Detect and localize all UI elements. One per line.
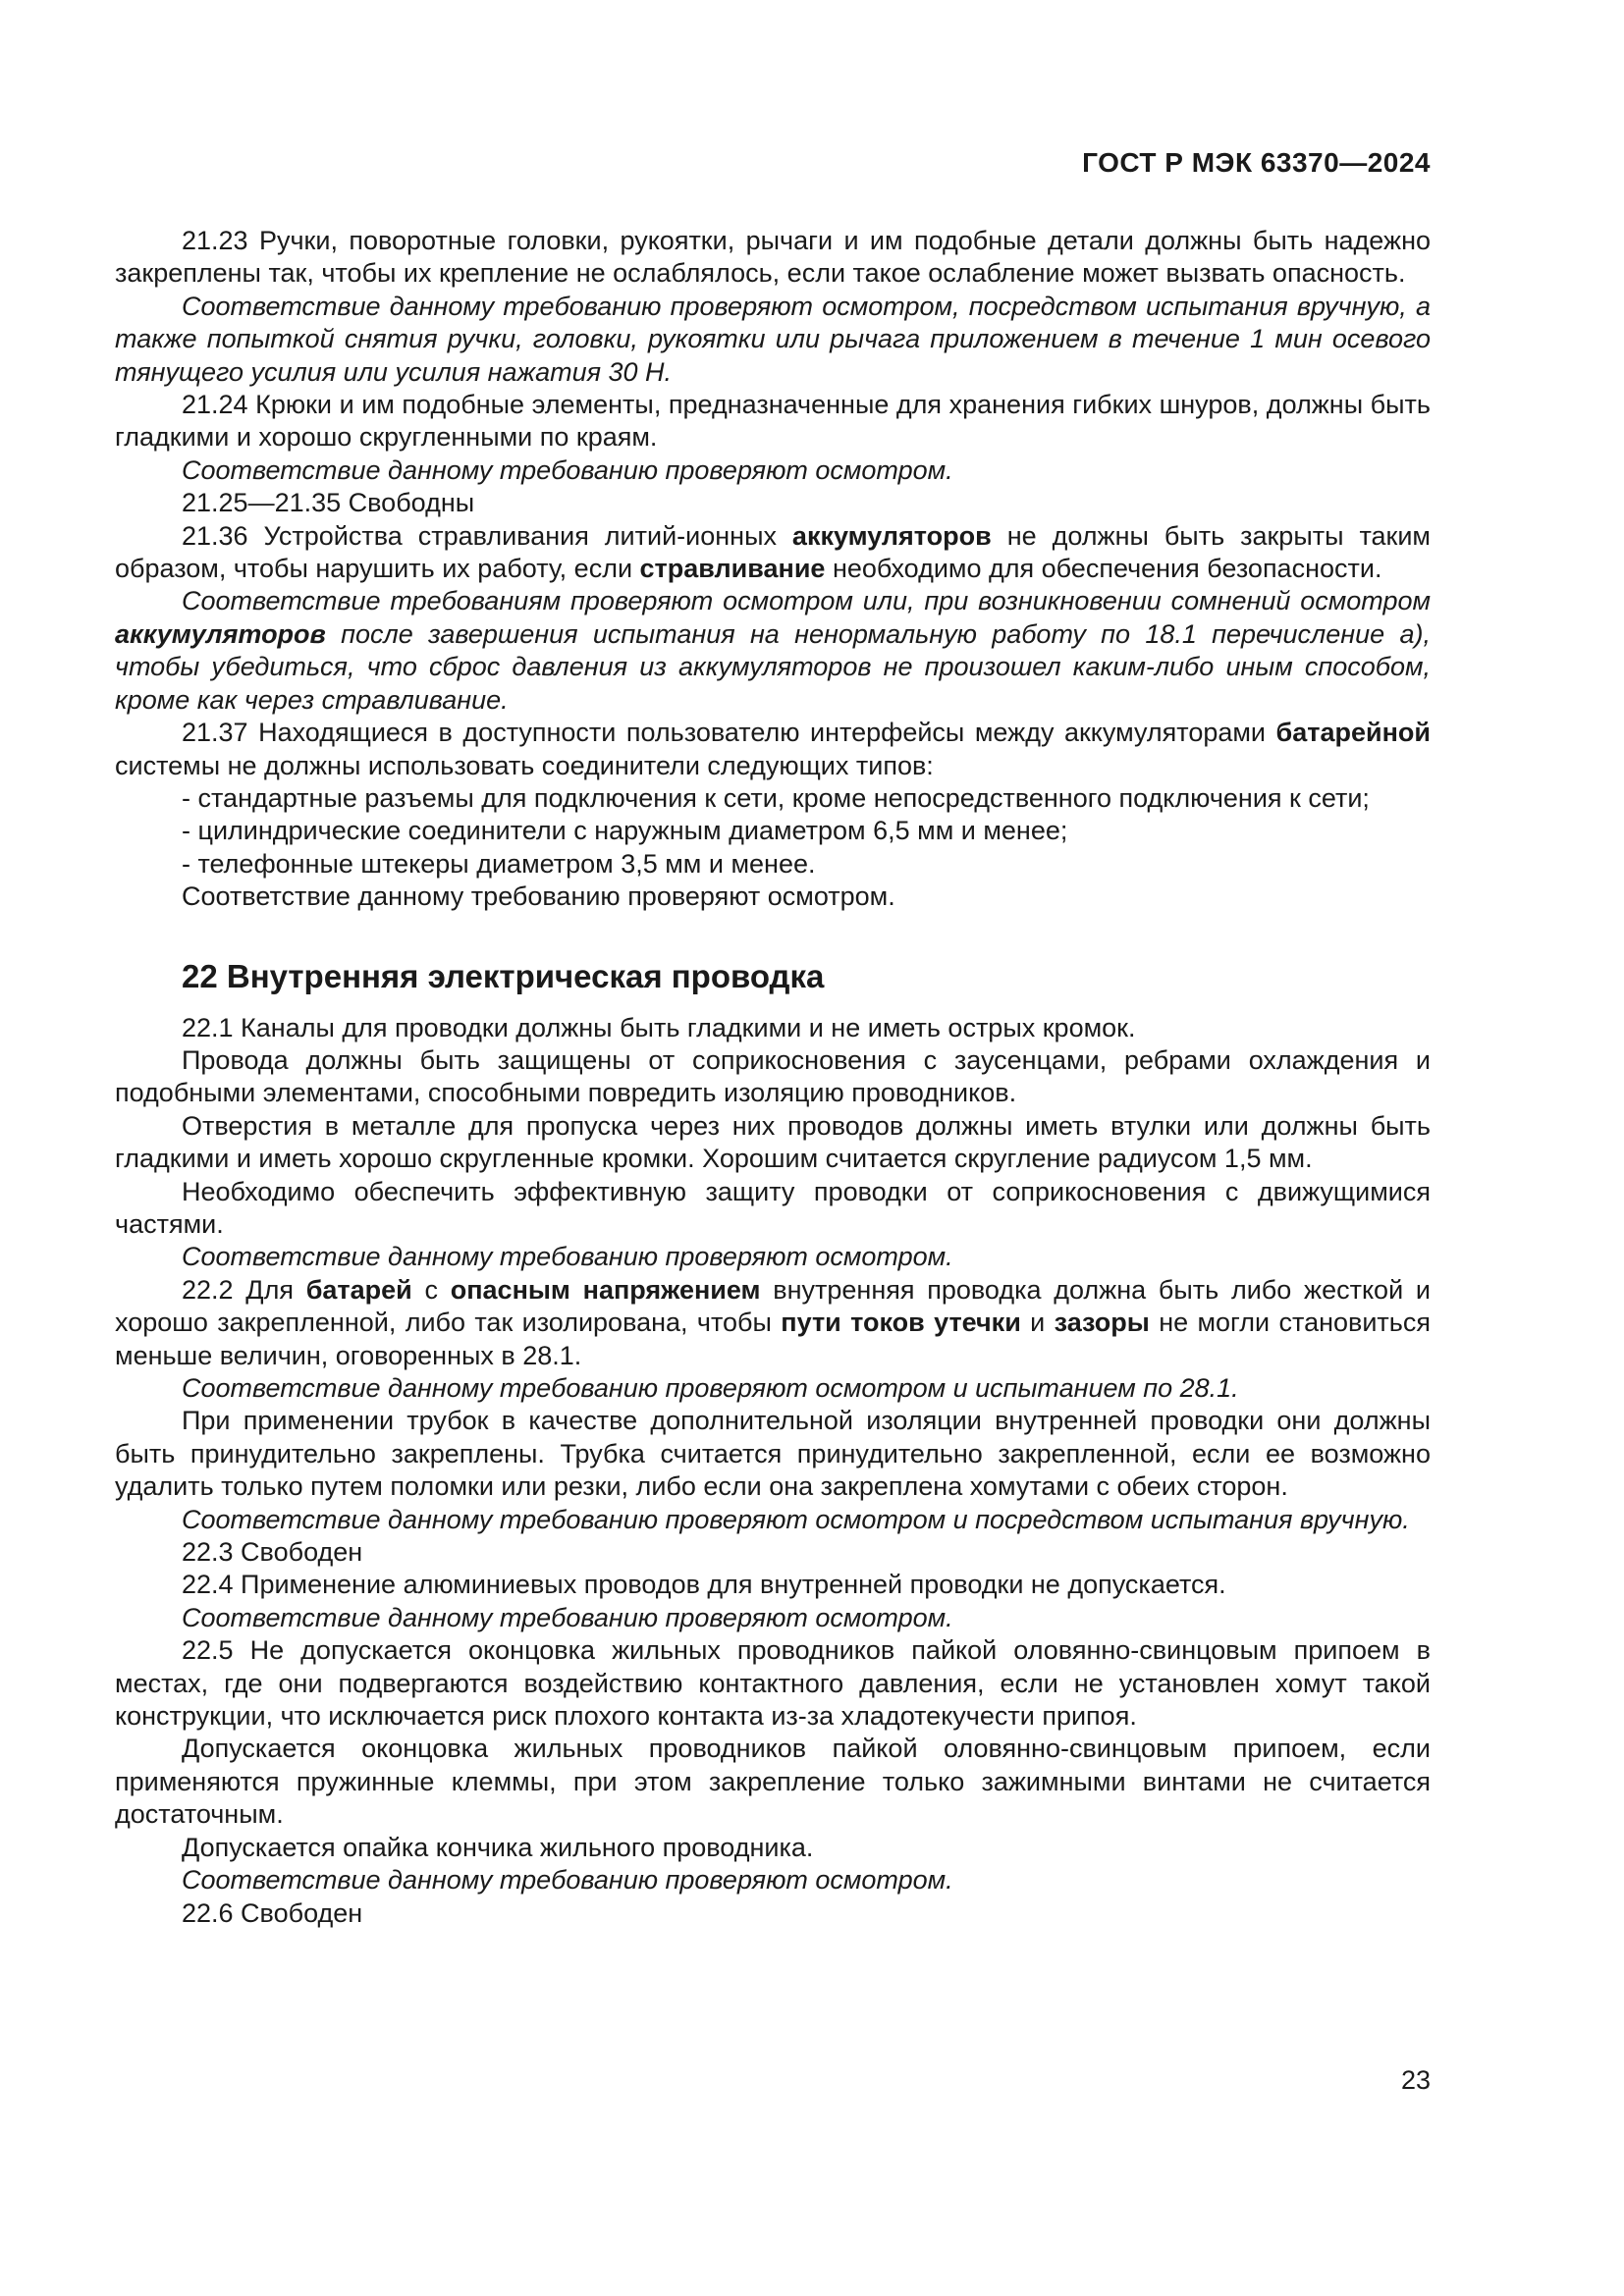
list-item bbox=[115, 782, 1431, 815]
paragraph bbox=[115, 1536, 1431, 1569]
text-segment: внутренняя проводка должна быть либо жесткой и хорошо закрепленной, либо так изолирована, чтобы bbox=[115, 1274, 1431, 1338]
text-segment: аккумуляторов bbox=[791, 520, 992, 551]
paragraph bbox=[115, 1110, 1431, 1176]
text-segment: Соответствие данному требованию проверяют осмотром. bbox=[182, 1602, 953, 1632]
text-segment: аккумуляторов bbox=[115, 618, 326, 649]
section-heading bbox=[115, 957, 1431, 996]
text-segment: необходимо для обеспечения безопасности. bbox=[825, 554, 1382, 584]
paragraph bbox=[115, 1044, 1431, 1110]
paragraph bbox=[115, 487, 1431, 519]
text-segment: и bbox=[1020, 1308, 1055, 1338]
text-segment: Отверстия в металле для пропуска через них проводов должны иметь втулки или должны быть гладкими и иметь хорошо скругленные кромки. Хорошим считается скругление радиусом 1,5 мм. bbox=[115, 1110, 1431, 1174]
paragraph bbox=[115, 881, 1431, 913]
text-segment: после завершения испытания на ненормальную работу по 18.1 перечисление а), чтобы убедиться, что сброс давления из аккумуляторов не произошел каким-либо иным способом, кроме как через стравливание. bbox=[115, 618, 1431, 715]
paragraph bbox=[115, 520, 1431, 586]
text-segment: Соответствие данному требованию проверяют осмотром. bbox=[182, 1242, 953, 1272]
text-segment: 21.24 Крюки и им подобные элементы, предназначенные для хранения гибких шнуров, должны быть гладкими и хорошо скругленными по краям. bbox=[115, 390, 1431, 453]
text-segment: Соответствие требованиям проверяют осмотром или, при возникновении сомнений осмотром bbox=[182, 586, 1431, 616]
paragraph bbox=[115, 225, 1431, 291]
text-segment: Соответствие данному требованию проверяют осмотром, посредством испытания вручную, а также попыткой снятия ручки, головки, рукоятки или рычага приложением в течение 1 мин осевого тянущего усилия или усилия нажатия 30 Н. bbox=[115, 291, 1431, 387]
compliance-note bbox=[115, 1241, 1431, 1273]
document-content bbox=[115, 225, 1431, 1930]
compliance-note bbox=[115, 1504, 1431, 1536]
paragraph bbox=[115, 1832, 1431, 1864]
text-segment: Допускается опайка кончика жильного проводника. bbox=[182, 1832, 814, 1862]
text-segment: 21.23 Ручки, поворотные головки, рукоятки, рычаги и им подобные детали должны быть надежно закреплены так, чтобы их крепление не ослаблялось, если такое ослабление может вызвать опасность. bbox=[115, 226, 1431, 289]
document-code: ГОСТ Р МЭК 63370—2024 bbox=[1082, 147, 1431, 178]
text-segment: 22.5 Не допускается оконцовка жильных проводников пайкой оловянно-свинцовым припоем в местах, где они подвергаются воздействию контактного давления, если не установлен хомут такой конструкции, что исключается риск плохого контакта из-за хладотекучести припоя. bbox=[115, 1635, 1431, 1732]
text-segment: 21.36 Устройства стравливания литий-ионных bbox=[182, 520, 792, 551]
text-segment: батарейной bbox=[1275, 718, 1431, 748]
text-segment: с bbox=[411, 1274, 451, 1305]
paragraph bbox=[115, 1176, 1431, 1242]
paragraph bbox=[115, 717, 1431, 782]
paragraph bbox=[115, 1897, 1431, 1930]
text-segment: опасным напряжением bbox=[450, 1274, 761, 1305]
text-segment: Соответствие данному требованию проверяют осмотром и посредством испытания вручную. bbox=[182, 1504, 1410, 1534]
compliance-note bbox=[115, 1372, 1431, 1405]
text-segment: батарей bbox=[305, 1274, 412, 1305]
text-segment: стравливание bbox=[639, 554, 826, 584]
page-header bbox=[115, 147, 1431, 179]
paragraph bbox=[115, 1274, 1431, 1372]
text-segment: 22.4 Применение алюминиевых проводов для внутренней проводки не допускается. bbox=[182, 1570, 1226, 1600]
text-segment: - цилиндрические соединители с наружным диаметром 6,5 мм и менее; bbox=[182, 816, 1068, 846]
text-segment: Необходимо обеспечить эффективную защиту проводки от соприкосновения с движущимися частями. bbox=[115, 1176, 1431, 1239]
text-segment: Соответствие данному требованию проверяют осмотром и испытанием по 28.1. bbox=[182, 1373, 1239, 1403]
text-segment: Соответствие данному требованию проверяют осмотром. bbox=[182, 1865, 953, 1896]
list-item bbox=[115, 848, 1431, 881]
text-segment: не могли становиться меньше величин, оговоренных в 28.1. bbox=[115, 1308, 1431, 1370]
compliance-note bbox=[115, 454, 1431, 487]
text-segment: Соответствие данному требованию проверяют осмотром. bbox=[182, 454, 953, 485]
text-segment: не должны быть закрыты таким образом, чтобы нарушить их работу, если bbox=[115, 520, 1431, 584]
text-segment: - стандартные разъемы для подключения к сети, кроме непосредственного подключения к сети; bbox=[182, 782, 1370, 813]
list-item bbox=[115, 815, 1431, 847]
text-segment: 22 Внутренняя электрическая проводка bbox=[182, 957, 825, 994]
compliance-note bbox=[115, 585, 1431, 717]
page-number: 23 bbox=[1400, 2065, 1431, 2095]
text-segment: 22.6 Свободен bbox=[182, 1897, 363, 1928]
page-footer bbox=[115, 2065, 1431, 2096]
text-segment: При применении трубок в качестве дополнительной изоляции внутренней проводки они должны быть принудительно закреплены. Трубка считается принудительно закрепленной, если ее возможно удалить только путем поломки или резки, либо если она закреплена хомутами с обеих сторон. bbox=[115, 1406, 1431, 1502]
text-segment: Соответствие данному требованию проверяют осмотром. bbox=[182, 881, 895, 912]
text-segment: Допускается оконцовка жильных проводников пайкой оловянно-свинцовым припоем, если применяются пружинные клеммы, при этом закрепление только зажимными винтами не считается достаточным. bbox=[115, 1734, 1431, 1830]
paragraph bbox=[115, 1733, 1431, 1831]
text-segment: 22.1 Каналы для проводки должны быть гладкими и не иметь острых кромок. bbox=[182, 1012, 1136, 1042]
paragraph bbox=[115, 389, 1431, 454]
text-segment: 21.25—21.35 Свободны bbox=[182, 488, 475, 518]
compliance-note bbox=[115, 1864, 1431, 1896]
text-segment: зазоры bbox=[1054, 1308, 1150, 1338]
text-segment: пути токов утечки bbox=[781, 1308, 1021, 1338]
compliance-note bbox=[115, 291, 1431, 389]
text-segment: - телефонные штекеры диаметром 3,5 мм и менее. bbox=[182, 848, 816, 879]
paragraph bbox=[115, 1405, 1431, 1503]
paragraph bbox=[115, 1634, 1431, 1733]
text-segment: 22.2 Для bbox=[182, 1274, 306, 1305]
paragraph bbox=[115, 1012, 1431, 1044]
compliance-note bbox=[115, 1602, 1431, 1634]
paragraph bbox=[115, 1569, 1431, 1601]
text-segment: 22.3 Свободен bbox=[182, 1537, 363, 1568]
text-segment: 21.37 Находящиеся в доступности пользователю интерфейсы между аккумуляторами bbox=[182, 718, 1276, 748]
text-segment: Провода должны быть защищены от соприкосновения с заусенцами, ребрами охлаждения и подобными элементами, способными повредить изоляцию проводников. bbox=[115, 1044, 1431, 1108]
text-segment: системы не должны использовать соединители следующих типов: bbox=[115, 750, 934, 780]
